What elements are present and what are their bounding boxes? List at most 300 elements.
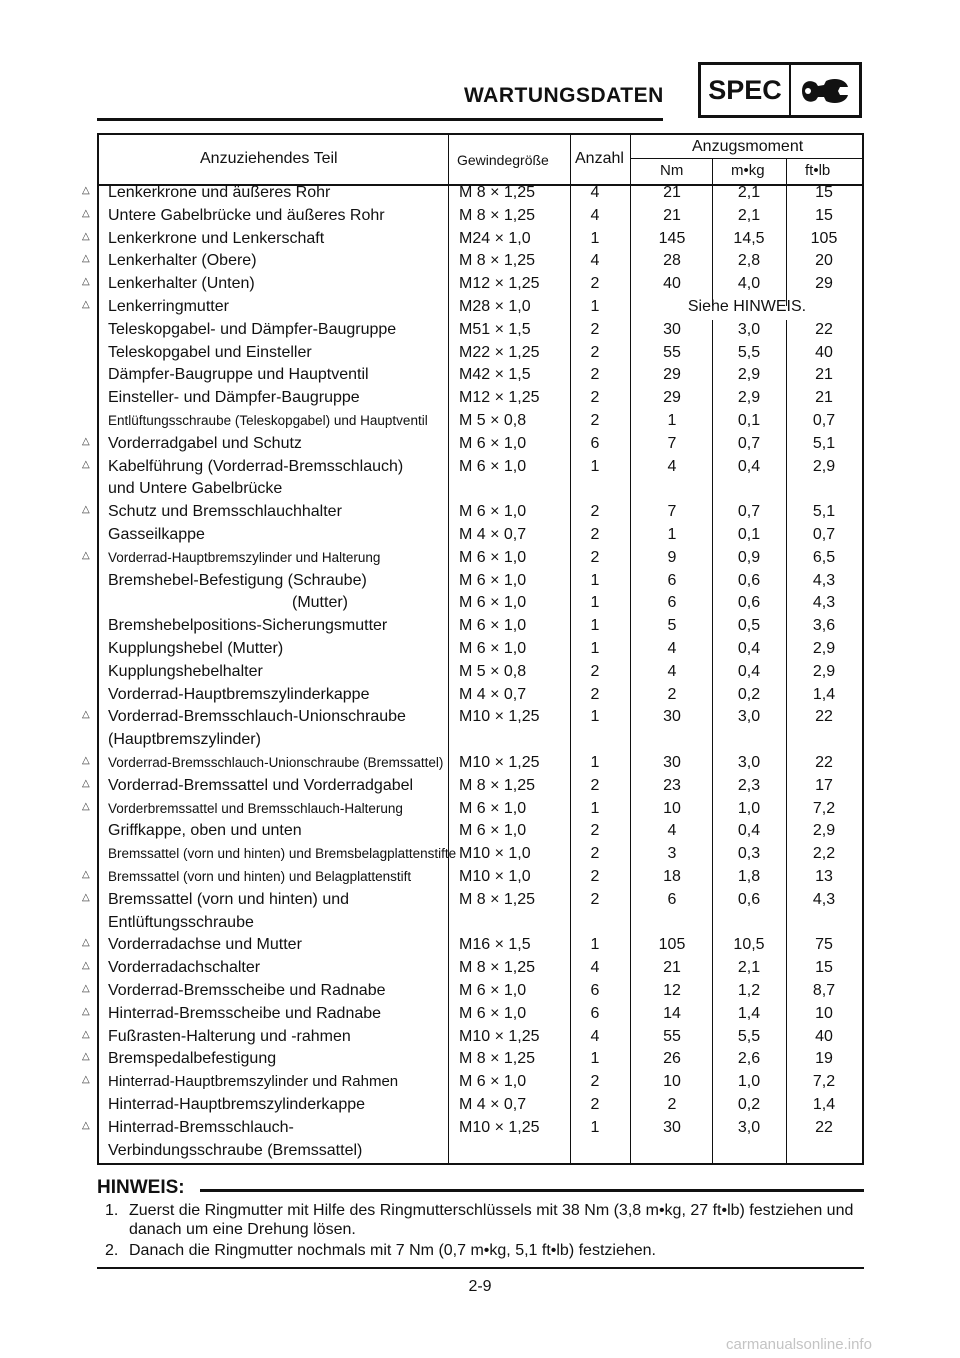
cell-thread: M 4 × 0,7: [459, 1096, 527, 1113]
cell-mkg: 2,9: [737, 366, 761, 384]
warning-triangle-icon: △: [82, 937, 90, 949]
cell-mkg: 5,5: [737, 343, 761, 361]
cell-qty: 2: [590, 845, 600, 863]
cell-mkg: 1,0: [737, 1073, 761, 1091]
cell-thread: M 8 × 1,25: [459, 1050, 536, 1068]
spec-badge: [698, 62, 862, 118]
cell-qty: 2: [590, 548, 600, 566]
cell-ftlb: 7,2: [812, 799, 836, 817]
cell-nm: 1: [667, 526, 677, 543]
cell-nm: 4: [667, 457, 677, 475]
cell-nm: 10: [663, 799, 681, 817]
cell-qty: 6: [590, 1004, 600, 1022]
table-row: [0, 888, 960, 911]
hinweis-title: HINWEIS:: [97, 1177, 185, 1198]
list-item-text: Danach die Ringmutter nochmals mit 7 Nm (0,7 m•kg, 5,1 ft•lb) festziehen.: [129, 1242, 656, 1259]
table-row: [0, 386, 960, 409]
table-row: [0, 1002, 960, 1025]
cell-thread: M 8 × 1,25: [459, 776, 536, 794]
cell-thread: M 6 × 1,0: [459, 982, 527, 999]
cell-part: und Untere Gabelbrücke: [108, 480, 283, 498]
table-row: [0, 227, 960, 250]
table-row: [0, 728, 960, 751]
table-row: [0, 455, 960, 478]
cell-qty: 4: [590, 1027, 600, 1045]
cell-thread: M 5 × 0,8: [459, 662, 527, 680]
cell-mkg: 0,3: [737, 845, 761, 863]
cell-mkg: 3,0: [737, 320, 761, 338]
cell-mkg: 5,5: [737, 1027, 761, 1045]
cell-qty: 1: [590, 457, 600, 475]
header-qty: Anzahl: [575, 150, 624, 167]
cell-mkg: 1,0: [737, 799, 761, 817]
cell-mkg: 0,2: [737, 1096, 761, 1113]
cell-nm: 1: [667, 412, 677, 429]
cell-nm: 9: [667, 548, 677, 566]
warning-triangle-icon: △: [82, 960, 90, 972]
cell-mkg: 0,1: [737, 412, 761, 429]
cell-ftlb: 75: [815, 936, 833, 954]
warning-triangle-icon: △: [82, 777, 90, 789]
warning-triangle-icon: △: [82, 1028, 90, 1040]
cell-mkg: 0,9: [737, 548, 761, 566]
cell-ftlb: 7,2: [812, 1073, 836, 1091]
cell-ftlb: 20: [815, 252, 833, 270]
cell-part: Bremshebelpositions-Sicherungsmutter: [108, 617, 388, 635]
cell-qty: 4: [590, 206, 600, 224]
cell-thread: M28 × 1,0: [459, 298, 531, 315]
list-item: [105, 1241, 865, 1260]
wrench-icon: [791, 65, 859, 115]
cell-part: Bremssattel (vorn und hinten) und Bremsbelagplattenstifte: [108, 846, 457, 862]
warning-triangle-icon: △: [82, 983, 90, 994]
cell-nm: 29: [663, 366, 681, 384]
cell-thread: M 4 × 0,7: [459, 685, 527, 703]
cell-mkg: 1,8: [737, 868, 761, 885]
cell-part: Lenkerringmutter: [108, 298, 229, 315]
cell-ftlb: 40: [815, 343, 833, 361]
cell-ftlb: 0,7: [812, 412, 836, 429]
cell-mkg: 2,1: [737, 959, 761, 977]
cell-thread: M 6 × 1,0: [459, 799, 527, 817]
cell-nm: 30: [663, 708, 681, 726]
table-row: [0, 1025, 960, 1048]
cell-mkg: 0,4: [737, 822, 761, 840]
cell-part: Vorderradachschalter: [108, 959, 261, 977]
cell-part: Kupplungshebel (Mutter): [108, 640, 284, 657]
cell-nm: 21: [663, 206, 681, 224]
cell-mkg: 2,6: [737, 1050, 761, 1068]
cell-qty: 1: [590, 594, 600, 612]
cell-ftlb: 22: [815, 754, 833, 771]
cell-ftlb: 22: [815, 1118, 833, 1136]
cell-qty: 2: [590, 1073, 600, 1091]
cell-nm: 3: [667, 845, 677, 863]
cell-ftlb: 15: [815, 206, 833, 224]
cell-ftlb: 29: [815, 275, 833, 293]
cell-ftlb: 2,9: [812, 640, 836, 657]
cell-qty: 2: [590, 1096, 600, 1113]
cell-qty: 2: [590, 389, 600, 407]
warning-triangle-icon: △: [82, 549, 90, 561]
cell-part: Verbindungsschraube (Bremssattel): [108, 1141, 363, 1159]
cell-thread: M 5 × 0,8: [459, 412, 527, 429]
cell-part: Dämpfer-Baugruppe und Hauptventil: [108, 366, 369, 384]
table-row: [0, 705, 960, 728]
table-row: [0, 865, 960, 888]
table-row: [0, 979, 960, 1002]
cell-thread: M 8 × 1,25: [459, 959, 536, 977]
cell-qty: 2: [590, 685, 600, 703]
cell-part: (Hauptbremszylinder): [108, 731, 261, 749]
cell-thread: M 8 × 1,25: [459, 184, 536, 201]
cell-part: Vorderrad-Bremsscheibe und Radnabe: [108, 982, 386, 999]
table-row: [0, 1070, 960, 1093]
cell-part: Bremssattel (vorn und hinten) und: [108, 890, 350, 908]
cell-ftlb: 5,1: [812, 503, 836, 521]
cell-nm: 145: [658, 229, 686, 247]
spec-label: SPEC: [701, 65, 791, 115]
cell-ftlb: 1,4: [812, 1096, 836, 1113]
cell-mkg: 2,1: [737, 184, 761, 201]
cell-qty: 1: [590, 799, 600, 817]
cell-part: Hinterrad-Bremsscheibe und Radnabe: [108, 1004, 382, 1022]
cell-part: Bremspedalbefestigung: [108, 1050, 277, 1068]
warning-triangle-icon: △: [82, 299, 90, 310]
cell-ftlb: 19: [815, 1050, 833, 1068]
cell-qty: 6: [590, 982, 600, 999]
cell-mkg: 0,2: [737, 685, 761, 703]
cell-ftlb: 10: [815, 1004, 833, 1022]
cell-thread: M10 × 1,25: [459, 754, 540, 771]
warning-triangle-icon: △: [82, 276, 90, 288]
cell-ftlb: 21: [815, 366, 833, 384]
cell-qty: 4: [590, 959, 600, 977]
cell-qty: 6: [590, 434, 600, 452]
cell-qty: 2: [590, 503, 600, 521]
table-row: [0, 591, 960, 614]
cell-part: Hinterrad-Hauptbremszylinder und Rahmen: [108, 1073, 399, 1091]
cell-nm: 23: [663, 776, 681, 794]
cell-part: Bremssattel (vorn und hinten) und Belagplattenstift: [108, 869, 412, 884]
table-row: [0, 683, 960, 706]
cell-mkg: 0,5: [737, 617, 761, 635]
cell-part: Lenkerhalter (Obere): [108, 252, 257, 270]
table-row: [0, 614, 960, 637]
cell-ftlb: 4,3: [812, 571, 836, 589]
cell-mkg: 3,0: [737, 708, 761, 726]
cell-thread: M24 × 1,0: [459, 229, 531, 247]
cell-qty: 1: [590, 640, 600, 657]
cell-thread: M 6 × 1,0: [459, 1073, 527, 1091]
cell-nm: 29: [663, 389, 681, 407]
cell-qty: 2: [590, 662, 600, 680]
warning-triangle-icon: △: [82, 207, 90, 219]
cell-mkg: 0,4: [737, 457, 761, 475]
table-row: [0, 341, 960, 364]
cell-thread: M 6 × 1,0: [459, 548, 527, 566]
cell-qty: 2: [590, 822, 600, 840]
table-row: [0, 295, 960, 318]
cell-nm: 2: [667, 1096, 677, 1113]
table-row: [0, 1139, 960, 1162]
table-row: [0, 546, 960, 569]
cell-nm: 18: [663, 868, 681, 885]
cell-qty: 4: [590, 252, 600, 270]
cell-ftlb: 2,9: [812, 662, 836, 680]
cell-nm: 4: [667, 640, 677, 657]
cell-thread: M10 × 1,0: [459, 845, 531, 863]
cell-mkg: 4,0: [737, 275, 761, 293]
cell-part: Fußrasten-Halterung und -rahmen: [108, 1027, 351, 1045]
table-row: [0, 272, 960, 295]
table-row: [0, 774, 960, 797]
cell-thread: M10 × 1,25: [459, 708, 540, 726]
cell-ftlb: 13: [815, 868, 833, 885]
footer-rule: [97, 1267, 864, 1269]
hinweis-rule: [200, 1189, 864, 1192]
cell-part: Vorderrad-Bremsschlauch-Unionschraube (Bremssattel): [108, 755, 444, 770]
cell-ftlb: 4,3: [812, 594, 836, 612]
cell-part: Teleskopgabel und Einsteller: [108, 343, 312, 361]
cell-thread: M 8 × 1,25: [459, 890, 536, 908]
warning-triangle-icon: △: [82, 230, 90, 242]
cell-thread: M 8 × 1,25: [459, 206, 536, 224]
cell-mkg: 3,0: [737, 1118, 761, 1136]
cell-mkg: 0,6: [737, 594, 761, 612]
cell-nm: 21: [663, 959, 681, 977]
cell-thread: M 6 × 1,0: [459, 617, 527, 635]
cell-part: Lenkerhalter (Unten): [108, 275, 255, 293]
header-nm: Nm: [660, 162, 684, 179]
cell-part: Entlüftungsschraube (Teleskopgabel) und Hauptventil: [108, 413, 428, 428]
cell-part: Teleskopgabel- und Dämpfer-Baugruppe: [108, 320, 397, 338]
cell-mkg: 0,7: [737, 503, 761, 521]
cell-nm: 14: [663, 1004, 681, 1022]
table-row: [0, 842, 960, 865]
header-torque: Anzugsmoment: [692, 138, 804, 155]
warning-triangle-icon: △: [82, 435, 90, 447]
cell-nm: 21: [663, 184, 681, 201]
cell-thread: M 6 × 1,0: [459, 434, 527, 452]
table-row: [0, 500, 960, 523]
cell-part: Vorderbremssattel und Bremsschlauch-Halterung: [108, 800, 403, 816]
table-row: [0, 1116, 960, 1139]
cell-ftlb: 0,7: [812, 526, 836, 543]
cell-ftlb: 2,2: [812, 845, 836, 863]
cell-part: Gasseilkappe: [108, 526, 205, 543]
cell-qty: 1: [590, 1050, 600, 1068]
cell-qty: 1: [590, 617, 600, 635]
table-row: [0, 569, 960, 592]
cell-qty: 1: [590, 936, 600, 954]
table-row: [0, 249, 960, 272]
cell-nm: 6: [667, 571, 677, 589]
cell-nm: 40: [663, 275, 681, 293]
cell-qty: 1: [590, 708, 600, 726]
cell-nm: 30: [663, 320, 681, 338]
cell-qty: 4: [590, 184, 600, 201]
warning-triangle-icon: △: [82, 709, 90, 721]
cell-mkg: 2,8: [737, 252, 761, 270]
cell-ftlb: 8,7: [812, 982, 836, 999]
cell-thread: M42 × 1,5: [459, 366, 531, 384]
warning-triangle-icon: △: [82, 1119, 90, 1131]
cell-qty: 2: [590, 366, 600, 384]
cell-thread: M 6 × 1,0: [459, 640, 527, 657]
cell-mkg: 0,4: [737, 640, 761, 657]
cell-part: Untere Gabelbrücke und äußeres Rohr: [108, 206, 385, 224]
table-row: [0, 1047, 960, 1070]
cell-ftlb: 6,5: [812, 548, 836, 566]
cell-qty: 2: [590, 776, 600, 794]
cell-ftlb: 22: [815, 708, 833, 726]
cell-ftlb: 15: [815, 184, 833, 201]
cell-thread: M 6 × 1,0: [459, 594, 527, 612]
cell-nm: 28: [663, 252, 681, 270]
table-row: [0, 933, 960, 956]
cell-part: Einsteller- und Dämpfer-Baugruppe: [108, 389, 360, 407]
table-row: [0, 432, 960, 455]
cell-part: Entlüftungsschraube: [108, 913, 254, 931]
table-row: [0, 1093, 960, 1116]
table-row: [0, 956, 960, 979]
cell-ftlb: 2,9: [812, 822, 836, 840]
cell-qty: 1: [590, 1118, 600, 1136]
warning-triangle-icon: △: [82, 891, 90, 903]
cell-ftlb: 1,4: [812, 685, 836, 703]
cell-qty: 2: [590, 343, 600, 361]
warning-triangle-icon: △: [82, 1005, 90, 1017]
cell-mkg: 1,2: [737, 982, 761, 999]
header-mkg: m•kg: [731, 162, 765, 179]
cell-ftlb: 105: [810, 229, 838, 247]
cell-mkg: 0,1: [737, 526, 761, 543]
cell-ftlb: 4,3: [812, 890, 836, 908]
cell-part: Lenkerkrone und äußeres Rohr: [108, 184, 331, 201]
cell-ftlb: 21: [815, 389, 833, 407]
cell-thread: M22 × 1,25: [459, 343, 540, 361]
cell-mkg: 0,4: [737, 662, 761, 680]
cell-thread: M12 × 1,25: [459, 389, 540, 407]
cell-nm: 7: [667, 503, 677, 521]
cell-nm: 6: [667, 890, 677, 908]
cell-thread: M 4 × 0,7: [459, 526, 527, 543]
cell-nm: 4: [667, 662, 677, 680]
cell-thread: M10 × 1,25: [459, 1027, 540, 1045]
table-row: [0, 911, 960, 934]
cell-part: Vorderrad-Hauptbremszylinder und Halterung: [108, 549, 381, 565]
warning-triangle-icon: △: [82, 800, 90, 812]
cell-qty: 2: [590, 526, 600, 543]
header-divider: [630, 158, 863, 159]
list-item-text: Zuerst die Ringmutter mit Hilfe des Ringmutterschlüssels mit 38 Nm (3,8 m•kg, 27 ft•lb) festziehen und danach um eine Drehung lösen.: [129, 1202, 854, 1238]
cell-thread: M 6 × 1,0: [459, 1004, 527, 1022]
cell-thread: M10 × 1,0: [459, 868, 531, 885]
cell-mkg: 1,4: [737, 1004, 761, 1022]
cell-ftlb: 22: [815, 320, 833, 338]
header-thread: Gewindegröße: [457, 152, 549, 168]
cell-mkg: 2,3: [737, 776, 761, 794]
table-row: [0, 477, 960, 500]
header-rule: [97, 118, 663, 121]
hinweis-list: [105, 1201, 865, 1262]
cell-part: Vorderrad-Hauptbremszylinderkappe: [108, 685, 370, 703]
warning-triangle-icon: △: [82, 755, 90, 766]
cell-qty: 2: [590, 890, 600, 908]
cell-thread: M 6 × 1,0: [459, 571, 527, 589]
cell-nm: 4: [667, 822, 677, 840]
table-row: [0, 318, 960, 341]
table-row: [0, 181, 960, 204]
cell-thread: M16 × 1,5: [459, 936, 531, 954]
cell-part: Vorderrad-Bremsschlauch-Unionschraube: [108, 708, 406, 726]
cell-part: Schutz und Bremsschlauchhalter: [108, 503, 342, 521]
cell-mkg: 0,7: [737, 434, 761, 452]
cell-qty: 1: [590, 754, 600, 771]
cell-nm: 105: [658, 936, 686, 954]
cell-thread: M10 × 1,25: [459, 1118, 540, 1136]
cell-note: Siehe HINWEIS.: [687, 298, 807, 315]
table-row: [0, 660, 960, 683]
list-item: [105, 1201, 865, 1239]
cell-qty: 1: [590, 298, 600, 315]
cell-mkg: 2,9: [737, 389, 761, 407]
cell-part: (Mutter): [292, 594, 348, 612]
warning-triangle-icon: △: [82, 253, 90, 265]
cell-thread: M12 × 1,25: [459, 275, 540, 293]
watermark[interactable]: carmanualsonline.info: [726, 1336, 872, 1353]
warning-triangle-icon: △: [82, 869, 90, 880]
header-ftlb: ft•lb: [805, 162, 831, 179]
page-title: WARTUNGSDATEN: [464, 84, 664, 107]
cell-nm: 55: [663, 1027, 681, 1045]
warning-triangle-icon: △: [82, 1074, 90, 1086]
cell-ftlb: 5,1: [812, 434, 836, 452]
page-number: 2-9: [468, 1278, 492, 1295]
table-row: [0, 363, 960, 386]
cell-part: Kabelführung (Vorderrad-Bremsschlauch): [108, 457, 404, 475]
table-row: [0, 819, 960, 842]
cell-thread: M 6 × 1,0: [459, 457, 527, 475]
table-row: [0, 204, 960, 227]
cell-ftlb: 15: [815, 959, 833, 977]
cell-part: Vorderradgabel und Schutz: [108, 434, 302, 452]
cell-part: Kupplungshebelhalter: [108, 662, 263, 680]
cell-part: Vorderradachse und Mutter: [108, 936, 302, 954]
cell-nm: 26: [663, 1050, 681, 1068]
table-row: [0, 409, 960, 432]
cell-thread: M51 × 1,5: [459, 320, 531, 338]
cell-ftlb: 2,9: [812, 457, 836, 475]
cell-mkg: 0,6: [737, 890, 761, 908]
cell-part: Vorderrad-Bremssattel und Vorderradgabel: [108, 776, 414, 794]
list-item-number: 2.: [105, 1242, 119, 1259]
table-row: [0, 523, 960, 546]
cell-nm: 7: [667, 434, 677, 452]
cell-mkg: 10,5: [733, 936, 765, 954]
table-row: [0, 637, 960, 660]
cell-part: Hinterrad-Hauptbremszylinderkappe: [108, 1096, 366, 1113]
cell-part: Bremshebel-Befestigung (Schraube): [108, 571, 367, 589]
table-row: [0, 751, 960, 774]
cell-qty: 2: [590, 320, 600, 338]
cell-ftlb: 3,6: [812, 617, 836, 635]
cell-qty: 1: [590, 229, 600, 247]
cell-part: Lenkerkrone und Lenkerschaft: [108, 229, 325, 247]
cell-thread: M 6 × 1,0: [459, 822, 527, 840]
cell-nm: 6: [667, 594, 677, 612]
